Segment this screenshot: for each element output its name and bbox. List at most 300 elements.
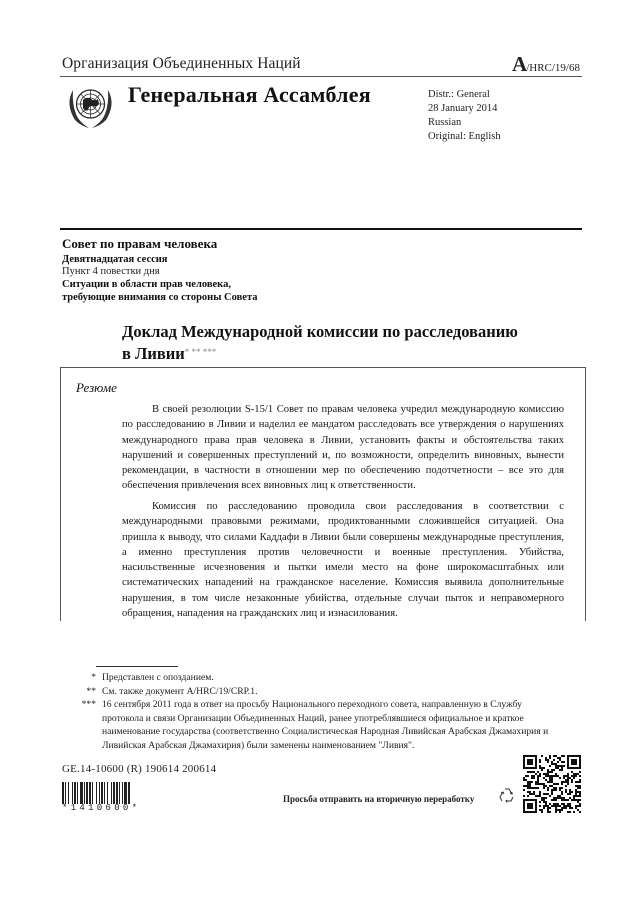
qr-module xyxy=(549,765,551,767)
barcode-bar xyxy=(80,782,83,804)
qr-module xyxy=(551,761,553,763)
qr-module xyxy=(567,799,569,801)
qr-module xyxy=(573,777,575,779)
qr-module xyxy=(569,807,571,809)
qr-module xyxy=(561,791,563,793)
qr-module xyxy=(569,811,571,813)
qr-module xyxy=(575,781,577,783)
qr-module xyxy=(529,781,531,783)
footnote-markers: * ** *** xyxy=(184,347,217,357)
qr-module xyxy=(551,779,553,781)
qr-module xyxy=(555,797,557,799)
qr-module xyxy=(541,767,543,769)
qr-module xyxy=(547,809,549,811)
qr-module xyxy=(557,761,559,763)
qr-module xyxy=(567,793,569,795)
document-symbol-prefix: A xyxy=(512,52,527,76)
qr-module xyxy=(551,799,553,801)
qr-module xyxy=(571,807,573,809)
qr-module xyxy=(579,771,581,773)
qr-module xyxy=(549,811,551,813)
qr-module xyxy=(531,777,533,779)
barcode-bar xyxy=(119,782,120,804)
qr-module xyxy=(561,783,563,785)
qr-module xyxy=(549,803,551,805)
qr-module xyxy=(537,783,539,785)
qr-module xyxy=(545,801,547,803)
qr-module xyxy=(543,805,545,807)
qr-module xyxy=(575,795,577,797)
qr-module xyxy=(543,807,545,809)
qr-module xyxy=(563,805,565,807)
qr-module xyxy=(535,773,537,775)
qr-module xyxy=(559,795,561,797)
qr-module xyxy=(553,759,555,761)
qr-module xyxy=(563,781,565,783)
qr-module xyxy=(537,779,539,781)
qr-module xyxy=(527,803,533,809)
qr-module xyxy=(571,799,573,801)
qr-module xyxy=(529,787,531,789)
qr-module xyxy=(579,793,581,795)
qr-module xyxy=(527,795,529,797)
qr-module xyxy=(557,783,559,785)
barcode-bar xyxy=(62,782,64,804)
qr-module xyxy=(573,799,575,801)
qr-module xyxy=(569,777,571,779)
qr-module xyxy=(563,803,565,805)
qr-module xyxy=(545,797,547,799)
qr-module xyxy=(547,793,549,795)
qr-module xyxy=(575,789,577,791)
qr-module xyxy=(553,783,555,785)
report-title xyxy=(122,322,518,364)
qr-module xyxy=(561,803,563,805)
qr-module xyxy=(529,785,531,787)
qr-module xyxy=(541,811,543,813)
qr-module xyxy=(523,795,525,797)
qr-module xyxy=(579,795,581,797)
qr-module xyxy=(547,775,549,777)
qr-module xyxy=(575,799,577,801)
qr-module xyxy=(557,767,559,769)
qr-module xyxy=(533,787,535,789)
qr-module xyxy=(551,769,553,771)
qr-module xyxy=(575,805,577,807)
qr-module xyxy=(563,797,565,799)
footnote xyxy=(66,685,556,699)
qr-module xyxy=(563,777,565,779)
qr-module xyxy=(577,795,579,797)
qr-module xyxy=(579,779,581,781)
qr-module xyxy=(579,787,581,789)
qr-module xyxy=(559,797,561,799)
barcode-icon xyxy=(62,782,152,804)
qr-module xyxy=(565,779,567,781)
qr-module xyxy=(545,785,547,787)
qr-module xyxy=(529,771,531,773)
qr-module xyxy=(557,809,559,811)
qr-module xyxy=(539,805,541,807)
qr-module xyxy=(575,807,577,809)
qr-module xyxy=(555,775,557,777)
qr-module xyxy=(543,767,545,769)
qr-module xyxy=(575,791,577,793)
qr-module xyxy=(549,777,551,779)
qr-module xyxy=(555,805,557,807)
qr-module xyxy=(525,775,527,777)
qr-module xyxy=(547,807,549,809)
qr-module xyxy=(559,809,561,811)
qr-module xyxy=(539,775,541,777)
agenda-topic-line: Ситуации в области прав человека, xyxy=(62,279,231,290)
qr-module xyxy=(573,795,575,797)
qr-module xyxy=(563,761,565,763)
qr-module xyxy=(567,781,569,783)
qr-module xyxy=(579,775,581,777)
qr-module xyxy=(571,759,577,765)
qr-module xyxy=(561,755,563,757)
qr-module xyxy=(579,781,581,783)
qr-module xyxy=(561,799,563,801)
qr-module xyxy=(527,771,529,773)
qr-module xyxy=(559,811,561,813)
qr-module xyxy=(531,787,533,789)
section-rule xyxy=(60,228,582,230)
qr-module xyxy=(531,775,533,777)
barcode-bar xyxy=(128,782,130,804)
qr-module xyxy=(557,757,559,759)
qr-module xyxy=(545,805,547,807)
barcode-bar xyxy=(68,782,69,804)
qr-module xyxy=(555,763,557,765)
qr-module xyxy=(553,799,555,801)
header-rule xyxy=(60,76,582,77)
council-name: Совет по правам человека xyxy=(62,236,218,251)
distribution-info xyxy=(428,88,501,144)
qr-module xyxy=(559,757,561,759)
qr-module xyxy=(569,805,571,807)
barcode-bar xyxy=(84,782,85,804)
qr-module xyxy=(557,775,559,777)
qr-module xyxy=(561,769,563,771)
agenda-topic-line: требующие внимания со стороны Совета xyxy=(62,292,258,303)
qr-module xyxy=(579,791,581,793)
qr-module xyxy=(561,767,563,769)
qr-module xyxy=(523,785,525,787)
barcode-bar xyxy=(86,782,88,804)
qr-module xyxy=(545,779,547,781)
qr-module xyxy=(537,771,539,773)
qr-module xyxy=(559,787,561,789)
qr-module xyxy=(553,769,555,771)
barcode-bar xyxy=(113,782,115,804)
qr-module xyxy=(565,775,567,777)
qr-module xyxy=(555,755,557,757)
qr-module xyxy=(545,775,547,777)
qr-module xyxy=(579,799,581,801)
qr-module xyxy=(567,779,569,781)
qr-module xyxy=(573,773,575,775)
qr-module xyxy=(549,795,551,797)
qr-module xyxy=(565,807,567,809)
qr-module xyxy=(565,805,567,807)
qr-module xyxy=(549,807,551,809)
qr-module xyxy=(539,773,541,775)
qr-module xyxy=(543,777,545,779)
qr-module xyxy=(551,789,553,791)
qr-module xyxy=(523,789,525,791)
summary-paragraph xyxy=(122,499,564,621)
organization-name: Организация Объединенных Наций xyxy=(62,55,301,72)
agenda-topic xyxy=(62,278,257,304)
summary-paragraph-text: В своей резолюции S-15/1 Совет по правам человека учредил международную комиссию по расследованию в Ливии и наделил ее мандатом расследовать все утверждения о нарушениях международного права прав человека в Ливии, установить факты и обстоятельства таких нарушений и совершенных преступлений и, по возможности, определить виновных, вынести рекомендации, в частности в отношении мер по обеспечению подотчетности – все это для обеспечения привлечения всех виновных лиц к ответственности. xyxy=(122,404,564,492)
footnotes xyxy=(66,671,556,753)
qr-module xyxy=(555,789,557,791)
barcode-bar xyxy=(107,782,108,804)
qr-module xyxy=(575,785,577,787)
qr-module xyxy=(561,797,563,799)
qr-module xyxy=(533,775,535,777)
qr-module xyxy=(553,789,555,791)
qr-module xyxy=(535,787,537,789)
qr-module xyxy=(533,777,535,779)
qr-module xyxy=(551,781,553,783)
barcode-bar xyxy=(111,782,112,804)
qr-module xyxy=(529,793,531,795)
qr-module xyxy=(553,803,555,805)
qr-module xyxy=(545,773,547,775)
qr-module xyxy=(563,799,565,801)
qr-module xyxy=(549,781,551,783)
qr-module xyxy=(549,785,551,787)
qr-module xyxy=(549,755,551,757)
qr-module xyxy=(539,795,541,797)
qr-module xyxy=(545,803,547,805)
qr-module xyxy=(553,755,555,757)
footnote-mark: ** xyxy=(86,685,96,697)
qr-module xyxy=(537,795,539,797)
barcode-bar xyxy=(122,782,123,804)
qr-module xyxy=(561,765,563,767)
qr-module xyxy=(539,765,541,767)
qr-module xyxy=(525,785,527,787)
qr-module xyxy=(549,771,551,773)
qr-module xyxy=(543,773,545,775)
recycle-icon xyxy=(497,786,517,806)
qr-module xyxy=(577,787,579,789)
qr-module xyxy=(555,765,557,767)
qr-module xyxy=(531,771,533,773)
qr-module xyxy=(531,793,533,795)
qr-module xyxy=(565,791,567,793)
qr-module xyxy=(561,793,563,795)
qr-module xyxy=(543,783,545,785)
qr-module xyxy=(539,767,541,769)
document-symbol-rest: /HRC/19/68 xyxy=(526,62,580,74)
qr-module xyxy=(555,773,557,775)
barcode-bar xyxy=(101,782,103,804)
original-language-line: Original: English xyxy=(428,131,501,142)
session-name: Девятнадцатая сессия xyxy=(62,254,168,265)
qr-module xyxy=(541,797,543,799)
qr-module xyxy=(557,797,559,799)
qr-module xyxy=(537,787,539,789)
footnote-mark: * xyxy=(91,672,96,683)
qr-module xyxy=(575,793,577,795)
qr-module xyxy=(559,769,561,771)
qr-module xyxy=(557,805,559,807)
qr-module xyxy=(553,763,555,765)
qr-module xyxy=(565,789,567,791)
qr-module xyxy=(543,801,545,803)
barcode-bar xyxy=(77,782,78,804)
document-symbol xyxy=(512,52,580,77)
qr-module xyxy=(573,797,575,799)
qr-module xyxy=(523,777,525,779)
un-emblem-icon xyxy=(63,80,118,130)
qr-module xyxy=(523,779,525,781)
report-title-line: Доклад Международной комиссии по расследованию xyxy=(122,322,518,341)
qr-module xyxy=(539,783,541,785)
qr-module xyxy=(573,775,575,777)
qr-module xyxy=(549,775,551,777)
qr-module xyxy=(555,811,557,813)
qr-module xyxy=(567,803,569,805)
qr-module xyxy=(571,779,573,781)
qr-module xyxy=(561,807,563,809)
qr-module xyxy=(569,793,571,795)
qr-module xyxy=(529,791,531,793)
qr-module xyxy=(577,773,579,775)
qr-module xyxy=(553,787,555,789)
qr-module xyxy=(569,789,571,791)
qr-module xyxy=(567,783,569,785)
qr-code-icon xyxy=(523,755,581,813)
recycle-notice: Просьба отправить на вторичную переработку xyxy=(283,794,475,804)
qr-module xyxy=(545,757,547,759)
agenda-item: Пункт 4 повестки дня xyxy=(62,266,160,277)
qr-module xyxy=(541,799,543,801)
qr-module xyxy=(563,775,565,777)
qr-module xyxy=(567,775,569,777)
footnote xyxy=(66,698,556,752)
qr-module xyxy=(545,759,547,761)
qr-module xyxy=(575,775,577,777)
report-title-line: в Ливии xyxy=(122,344,185,363)
qr-module xyxy=(547,761,549,763)
barcode-bar xyxy=(104,782,105,804)
qr-module xyxy=(561,761,563,763)
qr-module xyxy=(551,785,553,787)
qr-module xyxy=(525,779,527,781)
qr-module xyxy=(533,793,535,795)
qr-module xyxy=(577,809,579,811)
barcode-bar xyxy=(89,782,91,804)
footnote-text: 16 сентября 2011 года в ответ на просьбу Национального переходного совета, направленную в Службу протокола и связи Организации Объединенных Наций, ранее употреблявшиеся официальное и краткое наименование государства (соответственно Социалистическая Народная Ливийская Арабская Джамахирия и Ливийская Арабская Джамахирия) были заменены наименованием "Ливия". xyxy=(102,699,549,751)
qr-module xyxy=(559,765,561,767)
qr-module xyxy=(539,759,541,761)
qr-module xyxy=(531,781,533,783)
qr-module xyxy=(579,805,581,807)
qr-module xyxy=(547,789,549,791)
barcode-bar xyxy=(116,782,118,804)
qr-module xyxy=(547,771,549,773)
qr-module xyxy=(527,781,529,783)
qr-module xyxy=(575,773,577,775)
qr-module xyxy=(547,787,549,789)
qr-module xyxy=(547,769,549,771)
date-line: 28 January 2014 xyxy=(428,103,498,114)
qr-module xyxy=(567,773,569,775)
qr-module xyxy=(565,799,567,801)
qr-module xyxy=(527,759,533,765)
summary-paragraph-text: Комиссия по расследованию проводила свои расследования в соответствии с международными правовыми режимами, продиктованными сложившейся ситуацией. Она пришла к выводу, что силами Каддафи в Ливии были совершены международные преступления, а именно преступления против человечности и военные преступления. Убийства, насильственные исчезновения и пытки имели место на фоне широкомасштабных или систематических нападений на гражданское население. Комиссия выявила дополнительные нарушения, в том числе незаконные убийства, отдельные случаи пыток и неправомерного обращения, нападения на гражданских лиц и изнасилования. xyxy=(122,501,564,620)
qr-module xyxy=(559,789,561,791)
qr-module xyxy=(563,807,565,809)
qr-module xyxy=(543,785,545,787)
qr-module xyxy=(527,791,529,793)
qr-module xyxy=(529,783,531,785)
qr-module xyxy=(557,765,559,767)
qr-module xyxy=(545,793,547,795)
qr-module xyxy=(527,787,529,789)
qr-module xyxy=(539,791,541,793)
qr-module xyxy=(561,787,563,789)
qr-module xyxy=(557,795,559,797)
job-number: GE.14-10600 (R) 190614 200614 xyxy=(62,763,217,775)
barcode-text: *1410600* xyxy=(62,803,141,813)
qr-module xyxy=(543,797,545,799)
qr-module xyxy=(551,775,553,777)
qr-module xyxy=(565,785,567,787)
qr-module xyxy=(551,805,553,807)
qr-module xyxy=(573,811,575,813)
qr-module xyxy=(559,759,561,761)
qr-module xyxy=(571,771,573,773)
qr-module xyxy=(551,793,553,795)
barcode-bar xyxy=(92,782,93,804)
qr-module xyxy=(579,811,581,813)
qr-module xyxy=(559,805,561,807)
qr-module xyxy=(539,793,541,795)
qr-module xyxy=(555,787,557,789)
qr-module xyxy=(535,795,537,797)
qr-module xyxy=(541,755,543,757)
qr-module xyxy=(579,803,581,805)
barcode-bar xyxy=(72,782,73,804)
qr-module xyxy=(567,777,569,779)
qr-module xyxy=(535,781,537,783)
qr-module xyxy=(563,765,565,767)
qr-module xyxy=(571,775,573,777)
qr-module xyxy=(555,767,557,769)
barcode-bar xyxy=(74,782,76,804)
qr-module xyxy=(559,777,561,779)
qr-module xyxy=(555,799,557,801)
qr-module xyxy=(533,791,535,793)
qr-module xyxy=(549,779,551,781)
qr-module xyxy=(555,807,557,809)
barcode-bar xyxy=(96,782,97,804)
qr-module xyxy=(565,781,567,783)
qr-module xyxy=(543,793,545,795)
barcode-bar xyxy=(99,782,100,804)
qr-module xyxy=(551,763,553,765)
qr-module xyxy=(543,787,545,789)
footnote-text: Представлен с опозданием. xyxy=(102,672,214,683)
qr-module xyxy=(557,803,559,805)
